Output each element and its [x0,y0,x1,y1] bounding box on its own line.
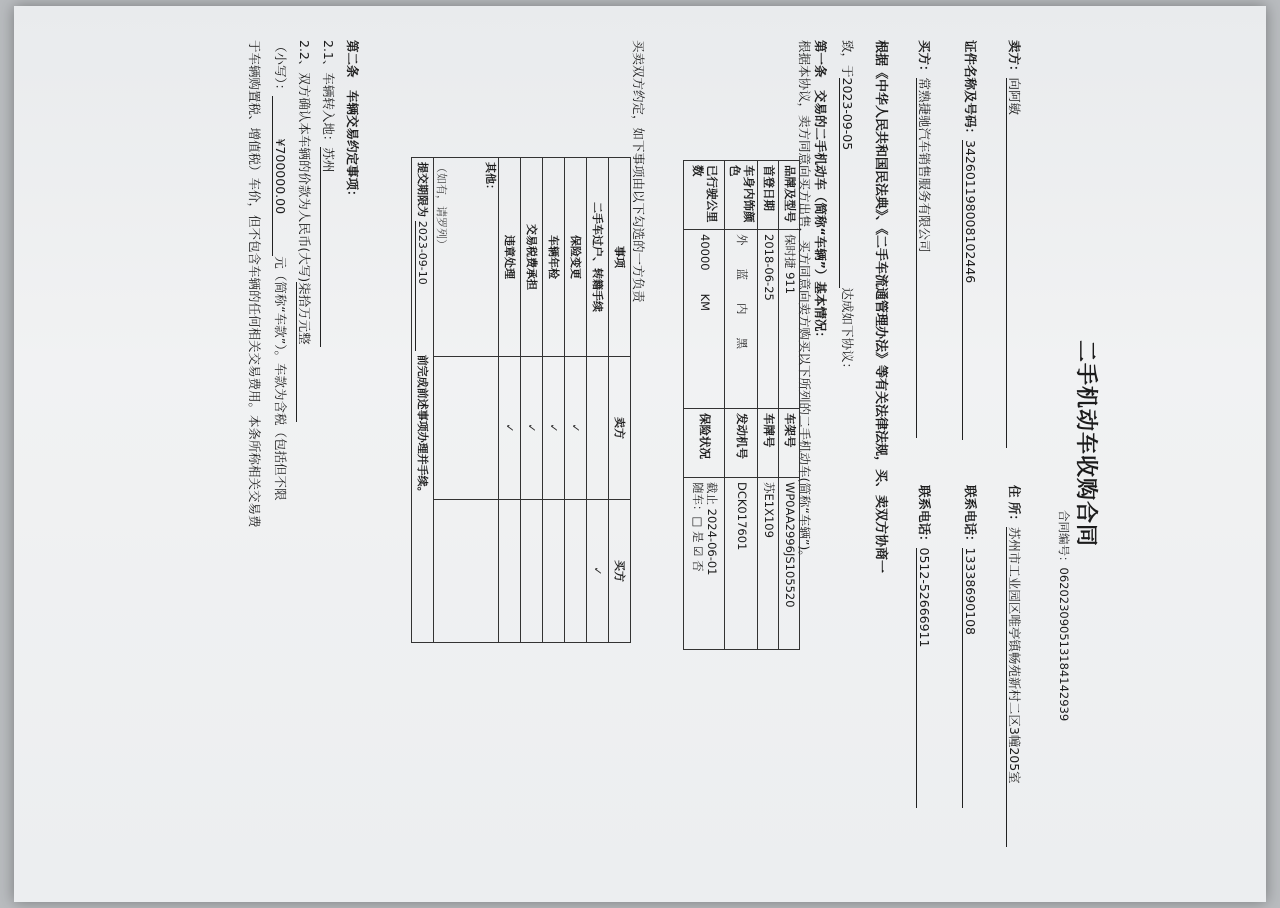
table-row: 二手车过户、转籍手续 ✓ [587,158,609,643]
matters-intro: 买卖双方约定，如下事项由以下勾选的一方负责 [631,40,646,303]
buyer-line: 买方：常熟捷驰汽车销售服务有限公司 [916,40,932,438]
article-2-2-small: （小写）：¥700000.00元（简称“车款”）。车款为含税（包括但不限 [273,40,288,501]
table-row: 车辆年检 ✓ [543,158,565,643]
table-row: 品牌及型号 保时捷 911 车架号 WP0AA2996JS105520 [779,161,800,650]
legal-basis: 根据《中华人民共和国民法典》、《二手车流通管理办法》等有关法律法规，买、卖双方协商一 [873,40,888,574]
table-row: 事项 卖方 买方 [609,158,631,643]
seller-id-line: 证件名称及号码：342601198008102446 [962,40,978,440]
seller-address-line: 住 所：苏州市工业园区唯亭镇畅苑新村二区3幢205室 [1006,485,1022,847]
contract-document [140,40,1100,870]
document-paper [14,6,1266,902]
table-row: 交易税费承担 ✓ [521,158,543,643]
other-hint: （如有，请罗列） [434,162,448,250]
buyer-phone-line: 联系电话：0512-52666911 [916,485,932,808]
insurance-until: 截止 2024-06-01 [705,482,720,576]
seller-phone-line: 联系电话：13338690108 [962,485,978,808]
table-row: 已行驶公里数 40000 KM 保险状况 截止 2024-06-01 随车：□ 是 ☑ 否 [684,161,725,650]
article-2-heading: 第二条 车辆交易约定事项： [345,40,360,203]
table-row: 违章处理 ✓ [499,158,521,643]
table-row [411,158,433,643]
article-1-intro: 根据本协议，卖方同意向买方出售，买方同意向卖方购买以下所列的二手机动车(简称“车辆”)。 [797,40,812,563]
table-row: 保险变更 ✓ [565,158,587,643]
table-row: 车身内饰颜色 外 蓝 内 黑 发动机号 DCK017601 [725,161,758,650]
article-2-1: 2.1、车辆转入地：苏州 [320,40,336,347]
table-row [433,158,498,643]
deadline-line: 提交期限为 2023-09-10 前完成前述事项办理并手续。 [411,158,433,643]
responsibility-table [411,157,631,643]
vehicle-info-table [683,160,800,650]
insurance-with-car: 随车：□ 是 ☑ 否 [691,482,706,572]
other-label: 其他： [484,162,497,195]
seller-line: 卖方：向阿敏 [1006,40,1022,448]
article-2-2-tail: 于车辆购置税、增值税）车价，但不包含车辆的任何相关交易费用。本条所称相关交易费 [247,40,262,528]
table-row: 首登日期 2018-06-25 车牌号 苏E1X109 [758,161,779,650]
contract-title: 二手机动车收购合同 [1073,340,1098,548]
agreement-date-line: 致，于2023-09-05达成如下协议： [840,40,855,376]
contract-number: 合同编号：062023090513184142939 [1057,510,1071,722]
article-2-2: 2.2、双方确认本车辆的价款为人民币(大写)柒拾万元整 [296,40,312,422]
article-1-heading: 第一条 交易的二手机动车（简称“车辆”）基本情况： [813,40,828,344]
